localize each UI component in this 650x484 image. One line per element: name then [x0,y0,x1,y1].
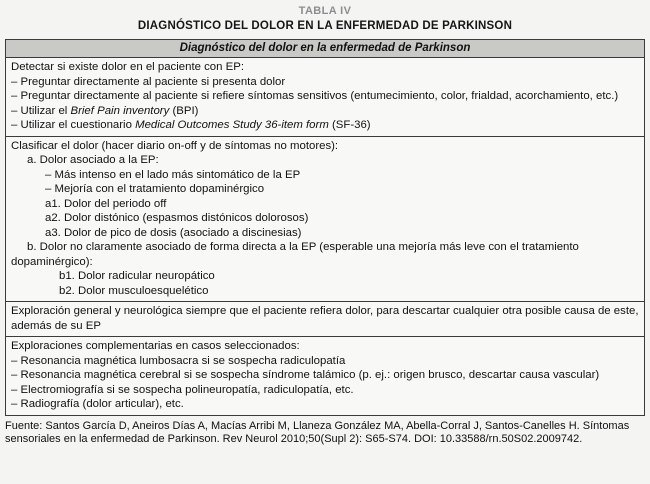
line-text: (SF-36) [328,119,371,131]
row-classify-pain [6,137,644,303]
list-item-b2: b2. Dolor musculoesquelético [59,284,209,297]
text-line: Exploración general y neurológica siempre que el paciente refiera dolor, para descartar cualquier otra posible causa de este, además de su EP [11,305,639,332]
bullet-line [11,104,639,119]
bullet-line: – Resonancia magnética cerebral si se sospecha síndrome talámico (p. ej.: origen brusco, descartar causa vascular) [11,369,600,381]
table-number: TABLA IV [298,5,352,17]
source-note: Fuente: Santos García D, Aneiros Días A, Macías Arribi M, Llaneza González MA, Abella-Corral J, Santos-Canelles H. Síntomas sensoriales en la enfermedad de Parkinson. Rev Neurol 2010;50(Supl 2): S65-S74. DOI: 10.33588/rn.50S02.2009742. [5,419,630,445]
line-text: (BPI) [169,104,199,117]
bullet-line: – Más intenso en el lado más sintomático de la EP [45,168,301,181]
row-general-exam [6,302,644,337]
list-item-a1: a1. Dolor del periodo off [45,197,167,210]
bullet-line: – Preguntar directamente al paciente si presenta dolor [11,75,286,88]
bullet-line: – Preguntar directamente al paciente si refiere síntomas sensitivos (entumecimiento, color, frialdad, acorchamiento, etc.) [11,90,619,102]
text-line: Detectar si existe dolor en el paciente con EP: [11,61,245,73]
line-text: – Utilizar el [11,104,71,117]
table-header-row: Diagnóstico del dolor en la enfermedad de Parkinson [6,40,644,58]
row-detect-pain [6,58,644,137]
table-title: DIAGNÓSTICO DEL DOLOR EN LA ENFERMEDAD DE PARKINSON [137,20,513,32]
text-line: Clasificar el dolor (hacer diario on-off y de síntomas no motores): [11,139,339,152]
row-complementary-tests [6,337,644,415]
bullet-line [11,118,639,133]
text-line: Exploraciones complementarias en casos seleccionados: [11,340,300,352]
bullet-line: – Mejoría con el tratamiento dopaminérgico [45,183,265,195]
bullet-line: – Resonancia magnética lumbosacra si se sospecha radiculopatía [11,354,346,367]
line-text: – Utilizar el cuestionario [11,119,136,131]
diagnosis-table [5,39,645,416]
list-item-a: a. Dolor asociado a la EP: [27,154,159,166]
list-item-b1: b1. Dolor radicular neuropático [59,270,215,282]
bullet-line: – Radiografía (dolor articular), etc. [11,398,184,410]
bullet-line: – Electromiografía si se sospecha polineuropatía, radiculopatía, etc. [11,383,354,396]
italic-term: Brief Pain inventory [70,104,170,117]
italic-term: Medical Outcomes Study 36-item form [135,119,329,131]
list-item-a3: a3. Dolor de pico de dosis (asociado a discinesias) [45,226,302,239]
list-item-a2: a2. Dolor distónico (espasmos distónicos dolorosos) [45,212,309,224]
list-item-b: b. Dolor no claramente asociado de forma directa a la EP (esperable una mejoría más leve con el tratamiento dopaminérgico): [11,241,579,268]
